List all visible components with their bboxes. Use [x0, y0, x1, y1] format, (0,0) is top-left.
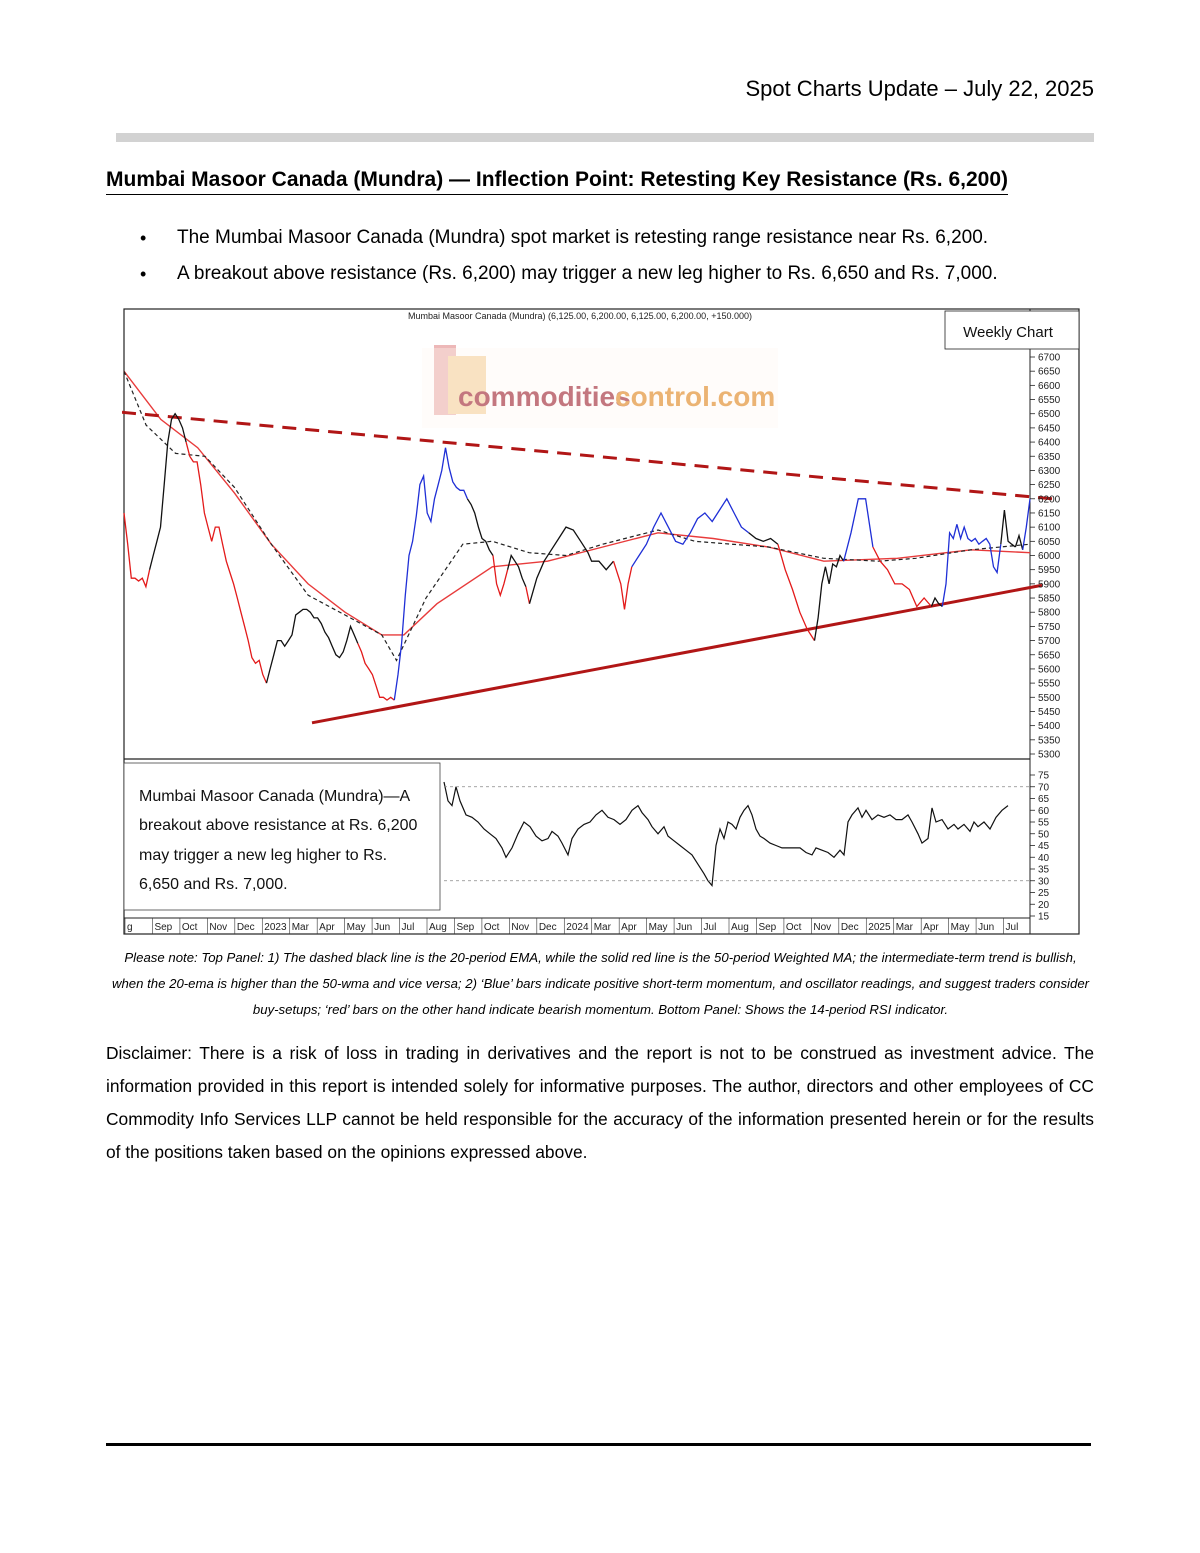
price-tick-label: 5650 [1038, 650, 1061, 662]
time-tick-label: Mar [895, 922, 913, 933]
price-tick-label: 5600 [1038, 664, 1061, 676]
time-tick-label: May [346, 922, 366, 933]
time-tick-label: Nov [209, 922, 228, 933]
price-tick-label: 5350 [1038, 735, 1061, 747]
time-tick-label: 2025 [868, 922, 891, 933]
time-tick-label: Jun [676, 922, 693, 933]
time-tick-label: g [127, 922, 133, 933]
chart-note: Please note: Top Panel: 1) The dashed black line is the 20-period EMA, while the solid red line is the 50-period Weighted MA; the intermediate-term trend is bullish, when the 20-ema is higher than the 50-wma and vice versa; 2) ‘Blue’ bars indicate positive short-term momentum, and oscillator readings, and suggest traders consider buy-setups; ‘red’ bars on the other hand indicate bearish momentum. Bottom Panel: Shows the 14-period RSI indicator. [111, 950, 1090, 1017]
watermark-logo [422, 345, 778, 428]
price-tick-label: 5800 [1038, 607, 1061, 619]
time-tick-label: Aug [429, 922, 447, 933]
time-tick-label: Mar [593, 922, 611, 933]
rsi-tick-label: 15 [1038, 911, 1050, 923]
time-tick-label: Apr [923, 922, 939, 933]
time-tick-label: May [950, 922, 970, 933]
price-tick-label: 5950 [1038, 565, 1061, 577]
price-tick-label: 6300 [1038, 465, 1061, 477]
price-tick-label: 6100 [1038, 522, 1061, 534]
price-tick-label: 6500 [1038, 409, 1061, 421]
rsi-tick-label: 25 [1038, 888, 1050, 899]
time-tick-label: Nov [511, 922, 530, 933]
time-tick-label: Jul [1005, 922, 1019, 933]
price-tick-label: 6700 [1038, 352, 1061, 364]
price-tick-label: 6200 [1038, 494, 1061, 506]
logo-text-a: commodities [458, 381, 631, 412]
price-tick-label: 5900 [1038, 579, 1061, 591]
price-tick-label: 6450 [1038, 423, 1061, 435]
price-tick-label: 6600 [1038, 380, 1061, 392]
rsi-tick-label: 55 [1038, 817, 1050, 829]
bullet-item: • The Mumbai Masoor Canada (Mundra) spot market is retesting range resistance near Rs. 6,200. [140, 220, 998, 256]
time-tick-label: Sep [154, 922, 173, 933]
chart-caption: Mumbai Masoor Canada (Mundra) (6,125.00, 6,200.00, 6,125.00, 6,200.00, +150.000) [408, 311, 752, 321]
time-tick-label: Jun [978, 922, 995, 933]
rsi-tick-label: 35 [1038, 864, 1050, 876]
price-tick-label: 6400 [1038, 437, 1061, 449]
time-tick-label: Sep [758, 922, 777, 933]
callout-line: breakout above resistance at Rs. 6,200 [139, 817, 418, 834]
time-tick-label: Oct [181, 922, 198, 933]
header-divider [116, 133, 1094, 142]
disclaimer-text: Disclaimer: There is a risk of loss in trading in derivatives and the report is not to be construed as investment advice. The information provided in this report is intended solely for informative purposes. The author, directors and other employees of CC Commodity Info Services LLP cannot be held responsible for the accuracy of the information presented herein or for the results of the positions taken based on the opinions expressed above. [106, 1043, 1094, 1162]
price-tick-label: 5850 [1038, 593, 1061, 605]
time-tick-label: Apr [319, 922, 335, 933]
callout-line: may trigger a new leg higher to Rs. [139, 847, 388, 864]
price-tick-label: 5400 [1038, 721, 1061, 733]
bullet-item: • A breakout above resistance (Rs. 6,200) may trigger a new leg higher to Rs. 6,650 and Rs. 7,000. [140, 256, 998, 292]
logo-text-b: control.com [615, 381, 776, 412]
price-tick-label: 6650 [1038, 366, 1061, 378]
callout-line: Mumbai Masoor Canada (Mundra)—A [139, 788, 411, 805]
price-tick-label: 5550 [1038, 678, 1061, 690]
time-tick-label: May [648, 922, 668, 933]
time-tick-label: Nov [813, 922, 832, 933]
time-tick-label: 2023 [264, 922, 287, 933]
time-tick-label: Dec [236, 922, 255, 933]
price-tick-label: 6350 [1038, 451, 1061, 463]
time-tick-label: Jul [703, 922, 717, 933]
price-tick-label: 6050 [1038, 536, 1061, 548]
section-title: Mumbai Masoor Canada (Mundra) — Inflection Point: Retesting Key Resistance (Rs. 6,200) [106, 166, 1008, 195]
chart-svg [122, 308, 1082, 936]
time-tick-label: 2024 [566, 922, 589, 933]
rsi-tick-label: 40 [1038, 852, 1050, 864]
price-tick-label: 6000 [1038, 551, 1061, 562]
time-tick-label: Oct [785, 922, 802, 933]
rsi-tick-label: 30 [1038, 876, 1050, 888]
rsi-tick-label: 75 [1038, 770, 1050, 782]
footer-divider [106, 1443, 1091, 1446]
rsi-tick-label: 65 [1038, 794, 1050, 805]
price-tick-label: 5500 [1038, 692, 1061, 704]
price-tick-label: 5700 [1038, 636, 1061, 648]
time-tick-label: Dec [538, 922, 557, 933]
rsi-tick-label: 20 [1038, 899, 1050, 911]
rsi-tick-label: 50 [1038, 829, 1050, 841]
time-tick-label: Apr [621, 922, 637, 933]
price-chart [122, 308, 1082, 936]
price-tick-label: 6150 [1038, 508, 1061, 520]
time-tick-label: Oct [483, 922, 500, 933]
rsi-tick-label: 70 [1038, 782, 1050, 794]
time-tick-label: Jun [374, 922, 391, 933]
time-tick-label: Aug [731, 922, 749, 933]
price-tick-label: 5450 [1038, 706, 1061, 718]
weekly-chart-label: Weekly Chart [963, 324, 1053, 341]
price-tick-label: 5300 [1038, 749, 1061, 761]
time-tick-label: Mar [291, 922, 309, 933]
time-tick-label: Dec [840, 922, 859, 933]
rsi-tick-label: 45 [1038, 841, 1050, 852]
time-tick-label: Sep [456, 922, 475, 933]
report-header-title: Spot Charts Update – July 22, 2025 [745, 76, 1094, 101]
price-tick-label: 5750 [1038, 621, 1061, 633]
summary-bullets [140, 220, 998, 292]
rsi-tick-label: 60 [1038, 805, 1050, 817]
callout-line: 6,650 and Rs. 7,000. [139, 876, 288, 893]
price-tick-label: 6250 [1038, 480, 1061, 492]
time-tick-label: Jul [401, 922, 415, 933]
price-tick-label: 6550 [1038, 395, 1061, 407]
